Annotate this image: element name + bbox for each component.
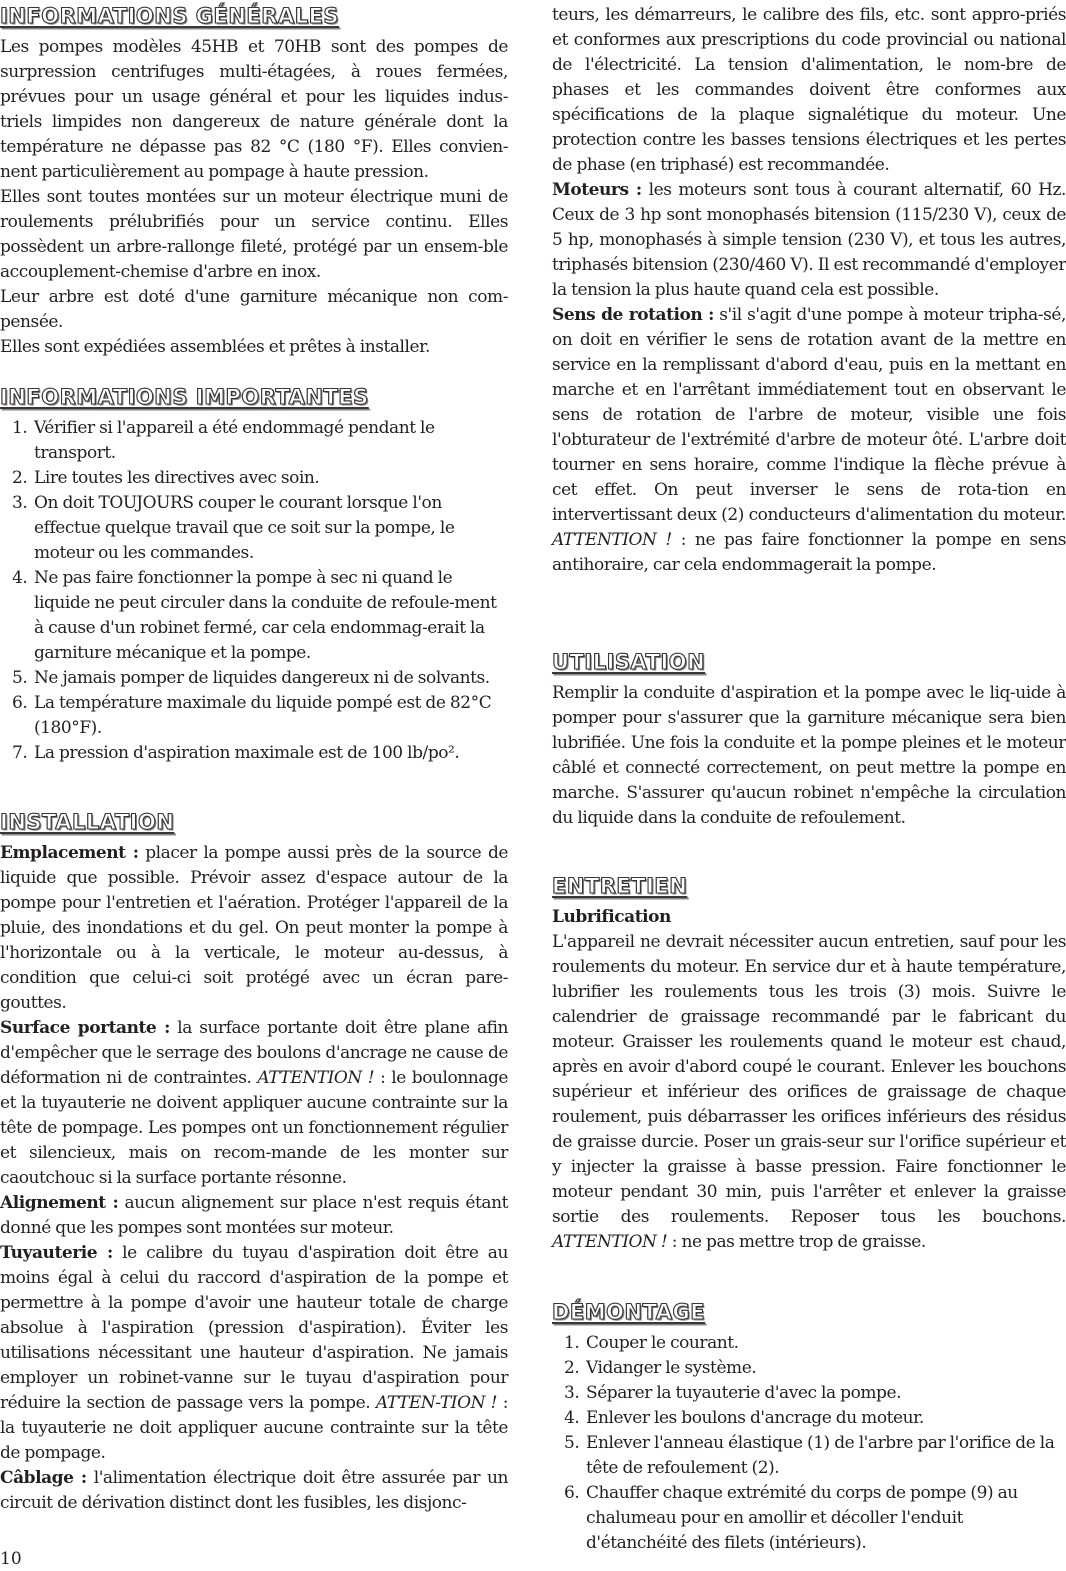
lubrification-subheading: Lubrification xyxy=(552,907,671,927)
general-p4: Elles sont expédiées assemblées et prêtes à installer. xyxy=(0,337,430,357)
heading-entretien: ENTRETIEN xyxy=(552,874,688,898)
entretien-section xyxy=(552,905,1066,1255)
list-item: 2. Vidanger le système. xyxy=(564,1358,757,1378)
cablage-continued: teurs, les démarreurs, le calibre des fils, etc. sont appro-priés et conformes aux prescriptions du code provincial ou national de l'électricité. La tension d'alimentation, le nom-bre de phases et les commandes doivent être conformes aux spécifications de la plaque signalétique du moteur. Une protection contre les basses tensions électriques et les pertes de phase (en triphasé) est recommandée. xyxy=(552,5,1066,175)
list-item: 4. Ne pas faire fonctionner la pompe à sec ni quand le liquide ne peut circuler dans la conduite de refoule-ment à cause d'un robinet fermé, car cela endommag-erait la garniture mécanique et la pompe. xyxy=(12,568,497,663)
utilisation-section xyxy=(552,681,1066,831)
heading-utilisation: UTILISATION xyxy=(552,650,706,674)
wiring-motor-section xyxy=(552,3,1066,578)
heading-general: INFORMATIONS GÉNÉRALES xyxy=(0,4,340,28)
list-item: 4. Enlever les boulons d'ancrage du moteur. xyxy=(564,1408,924,1428)
list-item: 7. La pression d'aspiration maximale est de 100 lb/po². xyxy=(12,743,460,763)
utilisation-paragraph: Remplir la conduite d'aspiration et la pompe avec le liq-uide à pomper pour s'assurer que la garniture mécanique sera bien lubrifiée. Une fois la conduite et la pompe pleines et le moteur câblé et connecté correctement, on peut mettre la pompe en marche. S'assurer qu'aucun robinet n'empêche la circulation du liquide dans la conduite de refoulement. xyxy=(552,683,1066,828)
cablage-paragraph: Câblage : l'alimentation électrique doit être assurée par un circuit de dérivation distinct dont les fusibles, les disjonc- xyxy=(0,1468,508,1513)
list-item: 3. On doit TOUJOURS couper le courant lorsque l'on effectue quelque travail que ce soit sur la pompe, le moteur ou les commandes. xyxy=(12,493,455,563)
sens-rotation-paragraph: Sens de rotation : s'il s'agit d'une pompe à moteur tripha-sé, on doit en vérifier le sens de rotation avant de la mettre en service en la remplissant d'abord d'eau, puis en la mettant en marche et en l'arrêtant immédiatement tout en observant le sens de rotation de l'arbre de moteur, visible une fois l'obturateur de l'extrémité d'arbre de moteur ôté. L'arbre doit tourner en sens horaire, comme l'indique la flèche prévue à cet effet. On peut inverser le sens de rota-tion en intervertissant deux (2) conducteurs d'alimentation du moteur. ATTENTION ! : ne pas faire fonctionner la pompe en sens antihoraire, car cela endommagerait la pompe. xyxy=(552,305,1066,575)
surface-paragraph: Surface portante : la surface portante doit être plane afin d'empêcher que le serrage des boulons d'ancrage ne cause de déformation ni de contraintes. ATTENTION ! : le boulonnage et la tuyauterie ne doivent appliquer aucune contrainte sur la tête de pompage. Les pompes ont un fonctionnement régulier et silencieux, mais on recom-mande de les monter sur caoutchouc si la surface portante résonne. xyxy=(0,1018,508,1188)
list-item: 1. Couper le courant. xyxy=(564,1333,739,1353)
tuyauterie-paragraph: Tuyauterie : le calibre du tuyau d'aspiration doit être au moins égal à celui du raccord d'aspiration de la pompe et permettre à la pompe d'avoir une hauteur totale de charge absolue à l'aspiration (pression d'aspiration). Éviter les utilisations nécessitant une hauteur d'aspiration. Ne jamais employer un robinet-vanne sur le tuyau d'aspiration pour réduire la section de passage vers la pompe. ATTEN-TION ! : la tuyauterie ne doit appliquer aucune contrainte sur la tête de pompage. xyxy=(0,1243,508,1463)
list-item: 5. Enlever l'anneau élastique (1) de l'arbre par l'orifice de la tête de refoulement (2). xyxy=(564,1433,1055,1478)
general-p2: Elles sont toutes montées sur un moteur électrique muni de roulements prélubrifiés pour un service continu. Elles possèdent un arbre-rallonge fileté, protégé par un ensem-ble accouplement-chemise d'arbre en inox. xyxy=(0,187,508,282)
list-item: 1. Vérifier si l'appareil a été endommagé pendant le transport. xyxy=(12,418,435,463)
page-number: 10 xyxy=(0,1549,22,1569)
demontage-list xyxy=(552,1331,1066,1556)
important-list xyxy=(0,416,508,766)
entretien-paragraph: L'appareil ne devrait nécessiter aucun entretien, sauf pour les roulements du moteur. En service dur et à haute température, lubrifier les roulements tous les trois (3) mois. Suivre le calendrier de graissage recommandé par le fabricant du moteur. Graisser les roulements quand le moteur est chaud, après en avoir d'abord coupé le courant. Enlever les bouchons supérieur et inférieur des orifices de graissage de chaque roulement, puis débarrasser les orifices inférieurs des résidus de graisse durcie. Poser un grais-seur sur l'orifice supérieur et y injecter la graisse à basse pression. Faire fonctionner le moteur pendant 30 min, puis l'arrêter et enlever la graisse sortie des roulements. Reposer tous les bouchons. ATTENTION ! : ne pas mettre trop de graisse. xyxy=(552,932,1066,1252)
general-p3: Leur arbre est doté d'une garniture mécanique non com-pensée. xyxy=(0,287,508,332)
list-item: 5. Ne jamais pomper de liquides dangereux ni de solvants. xyxy=(12,668,490,688)
list-item: 6. La température maximale du liquide pompé est de 82°C (180°F). xyxy=(12,693,492,738)
general-section xyxy=(0,35,508,360)
list-item: 2. Lire toutes les directives avec soin. xyxy=(12,468,320,488)
list-item: 3. Séparer la tuyauterie d'avec la pompe. xyxy=(564,1383,902,1403)
moteurs-paragraph: Moteurs : les moteurs sont tous à courant alternatif, 60 Hz. Ceux de 3 hp sont monophasés bitension (115/230 V), ceux de 5 hp, monophasés à simple tension (230 V), et tous les autres, triphasés bitension (230/460 V). Il est recommandé d'employer la tension la plus haute quand cela est possible. xyxy=(552,180,1066,300)
list-item: 6. Chauffer chaque extrémité du corps de pompe (9) au chalumeau pour en amollir et décoller l'enduit d'étanchéité des filets (intérieurs). xyxy=(564,1483,1018,1553)
heading-demontage: DÉMONTAGE xyxy=(552,1300,706,1324)
general-p1: Les pompes modèles 45HB et 70HB sont des pompes de surpression centrifuges multi-étagées, à roues fermées, prévues pour un usage général et pour les liquides indus-triels limpides non dangereux de nature générale dont la température ne dépasse pas 82 °C (180 °F). Elles convien-nent particulièrement au pompage à haute pression. xyxy=(0,37,508,182)
heading-important: INFORMATIONS IMPORTANTES xyxy=(0,385,369,409)
installation-section xyxy=(0,841,508,1516)
heading-installation: INSTALLATION xyxy=(0,810,175,834)
emplacement-paragraph: Emplacement : placer la pompe aussi près de la source de liquide que possible. Prévoir assez d'espace autour de la pompe pour l'entretien et l'aération. Protéger l'appareil de la pluie, des inondations et du gel. On peut monter la pompe à l'horizontale ou à la verticale, le moteur au-dessus, à condition que celui-ci soit protégé avec un écran pare-gouttes. xyxy=(0,843,508,1013)
alignement-paragraph: Alignement : aucun alignement sur place n'est requis étant donné que les pompes sont montées sur moteur. xyxy=(0,1193,508,1238)
